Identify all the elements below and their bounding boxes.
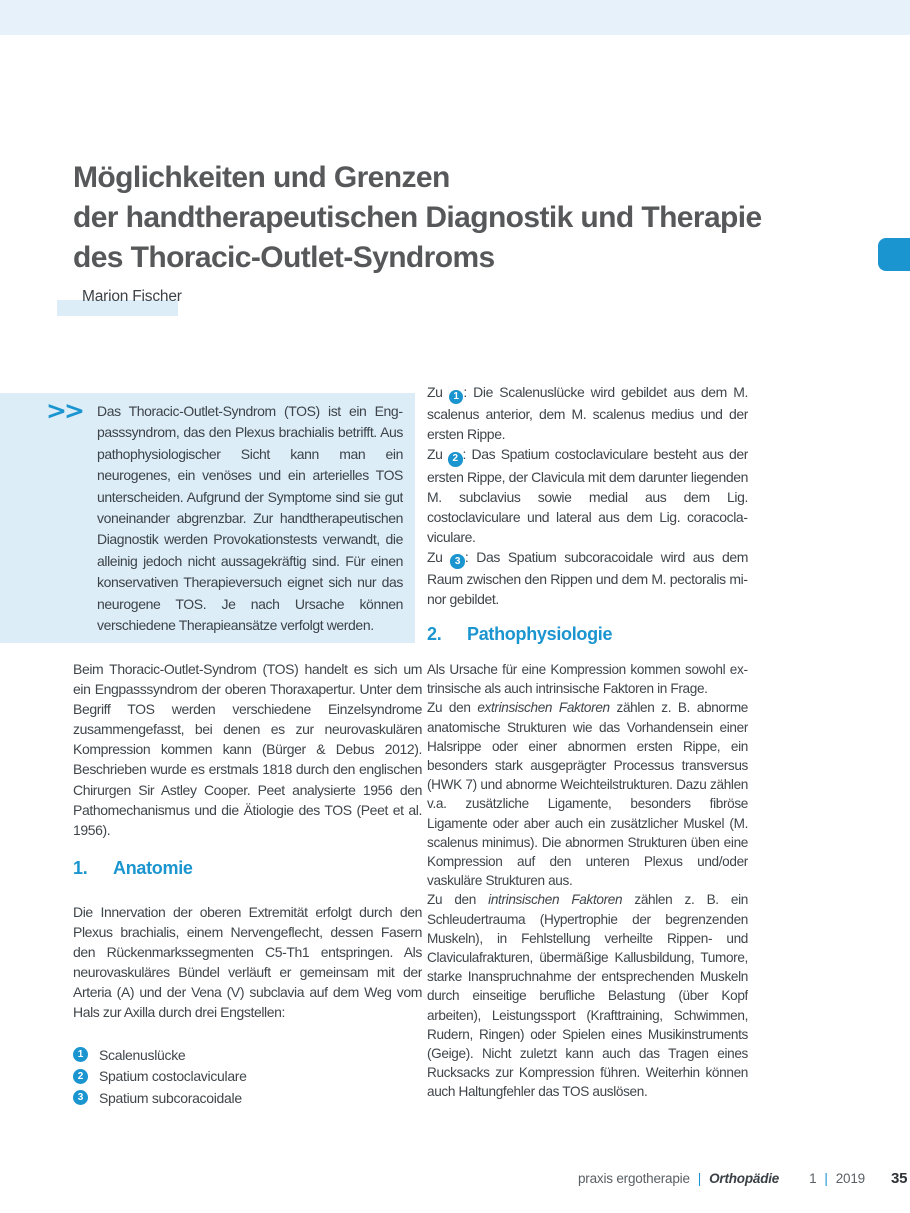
abstract-text: Das Thoracic-Outlet-Syndrom (TOS) ist ein Engpasssyndrom, das den Plexus brachialis betrifft. Aus pathophysiologischer Sicht kann man ein neurogenes, ein venöses und ein arterielles TOS unterscheiden. Aufgrund der Symptome sind sie gut voneinander abgrenzbar. Zur handtherapeutischen Diagnostik werden Provokationstests verwandt, die alleinig jedoch nicht aussagekräftig sind. Für einen konservativen Therapieversuch eignet sich nur das neurogene TOS. Je nach Ursache können verschiedene Therapieansätze verfolgt werden.	[97, 403, 403, 634]
inline-number-badge-icon: 1	[449, 390, 464, 405]
journal-name: praxis ergotherapie	[578, 1171, 690, 1186]
zu-paragraphs	[427, 382, 748, 609]
list-item	[73, 1087, 247, 1109]
number-badge-icon: 2	[73, 1069, 88, 1084]
section-heading-pathophysiologie	[427, 624, 612, 645]
list-item	[73, 1044, 247, 1066]
section-heading-anatomie	[73, 858, 193, 879]
list-item-label: Scalenuslücke	[99, 1046, 186, 1063]
list-item	[73, 1066, 247, 1088]
author-name: Marion Fischer	[82, 288, 182, 305]
abstract-chevrons-icon: >>	[46, 396, 82, 425]
article-title	[73, 158, 863, 278]
zu-paragraph: Zu 3 : Das Spatium subcoracoidale wird aus dem Raum zwischen den Rippen und dem M. pectoralis minor gebildet.	[427, 548, 748, 607]
page-edge-tab	[878, 238, 910, 271]
list-item-label: Spatium subcoracoidale	[99, 1089, 242, 1106]
emphasized-text: intrinsischen Faktoren	[488, 892, 623, 908]
issue-number: 1	[809, 1171, 817, 1186]
anatomy-list	[73, 1044, 247, 1109]
article-title-line: der handtherapeutischen Diagnostik und Therapie	[73, 201, 762, 235]
zu-paragraph: Zu 2 : Das Spatium costoclaviculare besteht aus der ersten Rippe, der Clavicula mit dem darunter liegenden M. subclavius sowie medial aus dem Lig. costoclaviculare und lateral aus dem Lig. coracoclaviculare.	[427, 446, 748, 545]
top-accent-band	[0, 0, 910, 35]
separator: |	[697, 1171, 702, 1186]
page-footer	[578, 1170, 907, 1187]
list-item-label: Spatium costoclaviculare	[99, 1068, 247, 1085]
anatomy-paragraph: Die Innervation der oberen Extremität erfolgt durch den Plexus brachialis, einem Nervengeflecht, dessen Fasern den Rückenmarkssegmenten C5-Th1 entspringen. Als neurovaskuläres Bündel verläuft er gemeinsam mit der Arteria (A) und der Vena (V) subclavia auf dem Weg vom Hals zur Axilla durch drei Engstellen:	[73, 904, 422, 1021]
body-paragraph: Als Ursache für eine Kompression kommen sowohl extrinsische als auch intrinsische Faktoren in Frage.	[427, 662, 748, 697]
article-title-line: Möglichkeiten und Grenzen	[73, 161, 450, 195]
intro-paragraph: Beim Thoracic-Outlet-Syndrom (TOS) handelt es sich um ein Engpasssyndrom der oberen Thoraxapertur. Unter dem Begriff TOS werden verschiedene Einzelsyndrome zusammengefasst, bei denen es zur neurovaskulären Kompression kommen kann (Bürger & Debus 2012). Beschrieben wurde es erstmals 1818 durch den englischen Chirurgen Sir Astley Cooper. Peet analysierte 1956 den Pathomechanismus und die Ätiologie des TOS (Peet et al. 1956).	[73, 661, 422, 838]
inline-number-badge-icon: 3	[450, 554, 465, 569]
zu-paragraph: Zu 1 : Die Scalenuslücke wird gebildet aus dem M. scalenus anterior, dem M. scalenus medius und der ersten Rippe.	[427, 384, 748, 443]
section-number: 2.	[427, 624, 442, 644]
page-number: 35	[890, 1170, 908, 1187]
body-paragraph: Zu den intrinsischen Faktoren zählen z. B. ein Schleudertrauma (Hypertrophie der begrenzenden Muskeln), in Fehlstellung verheilte Rippen- und Claviculafrakturen, übermäßige Kallusbildung, Tumore, starke Inanspruchnahme der entsprechenden Muskeln durch einseitige berufliche Belastung (über Kopf arbeiten), Leistungssport (Krafttraining, Schwimmen, Rudern, Ringen) oder Spielen eines Musikinstruments (Geige). Nicht zuletzt kann auch das Tragen eines Rucksacks zur Kompression führen. Weiterhin können auch Haltungfehler das TOS auslösen.	[427, 892, 748, 1100]
section-number: 1.	[73, 858, 88, 878]
number-badge-icon: 1	[73, 1047, 88, 1062]
pathophysiologie-paragraphs	[427, 660, 748, 1102]
separator: |	[824, 1171, 828, 1186]
section-title: Pathophysiologie	[467, 624, 613, 644]
body-paragraph: Zu den extrinsischen Faktoren zählen z. B. abnorme anatomische Strukturen wie das Vorhandensein einer Halsrippe oder einer abnormen ersten Rippe, ein besonders stark ausgeprägter Processus transversus (HWK 7) und abnorme Weichteilstrukturen. Dazu zählen v.a. zusätzliche Ligamente, besonders fibröse Ligamente oder aber auch ein zusätzlicher Muskel (M. scalenus minimus). Die abnormen Strukturen üben eine Kompression auf den unteren Plexus und/oder vaskuläre Strukturen aus.	[427, 700, 748, 889]
article-title-line: des Thoracic-Outlet-Syndroms	[73, 241, 495, 275]
section-title: Anatomie	[113, 858, 193, 878]
emphasized-text: extrinsischen Faktoren	[477, 700, 610, 716]
journal-section: Orthopädie	[709, 1171, 780, 1186]
inline-number-badge-icon: 2	[448, 452, 463, 467]
year: 2019	[835, 1171, 865, 1186]
number-badge-icon: 3	[73, 1090, 88, 1105]
